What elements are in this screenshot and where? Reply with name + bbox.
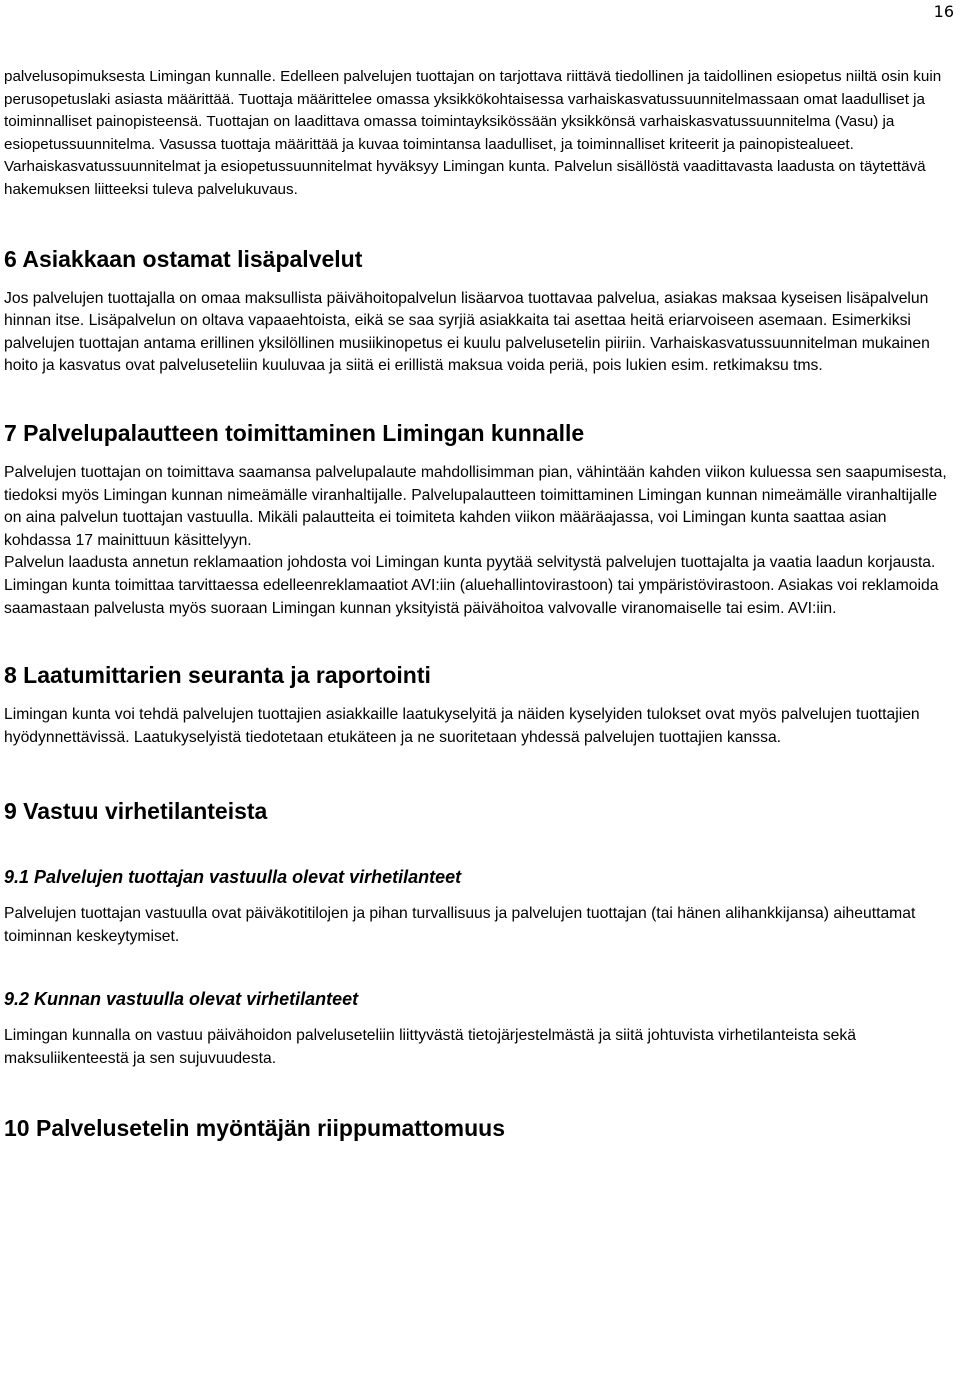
section-9-2-paragraph: Limingan kunnalla on vastuu päivähoidon palveluseteliin liittyvästä tietojärjestelmästä ja siitä johtuvista virhetilanteista sekä maksuliikenteestä ja sen sujuvuudesta. [4, 1027, 856, 1068]
section-8-heading: 8 Laatumittarien seuranta ja raportointi [4, 662, 431, 689]
section-9-1-paragraph: Palvelujen tuottajan vastuulla ovat päiväkotitilojen ja pihan turvallisuus ja palvelujen tuottajan (tai hänen alihankkijansa) aiheuttamat toiminnan keskeytymiset. [4, 905, 916, 945]
section-8-paragraph: Limingan kunta voi tehdä palvelujen tuottajien asiakkaille laatukyselyitä ja näiden kyselyiden tulokset ovat myös palvelujen tuottajien hyödynnettävissä. Laatukyselyistä tiedotetaan etukäteen ja ne suoritetaan yhdessä palvelujen tuottajien kanssa. [4, 706, 920, 746]
page-number: 16 [933, 2, 954, 21]
section-7-paragraph-2: Palvelun laadusta annetun reklamaation johdosta voi Limingan kunta pyytää selvitystä palvelujen tuottajalta ja vaatia laadun korjausta. Limingan kunta toimittaa tarvittaessa edelleenreklamaatiot AVI:iin (aluehallintovirastoon) tai ympäristövirastoon. Asiakas voi reklamoida saamastaan palvelusta myös suoraan Limingan kunnan yksityistä päivähoitoa valvovalle viranomaiselle tai esim. AVI:iin. [4, 554, 939, 617]
section-9-heading: 9 Vastuu virhetilanteista [4, 798, 268, 825]
section-7-paragraph-1: Palvelujen tuottajan on toimittava saamansa palvelupalaute mahdollisimman pian, vähintään kahden viikon kuluessa sen saapumisesta, tiedoksi myös Limingan kunnan nimeämälle viranhaltijalle. Palvelupalautteen toimittaminen Limingan kunnan nimeämälle viranhaltijalle on aina palvelun tuottajan vastuulla. Mikäli palautteita ei toimiteta kahden viikon määräajassa, voi Limingan kunta saattaa asian kohdassa 17 mainittuun käsittelyyn. [4, 463, 947, 549]
section-10-heading: 10 Palvelusetelin myöntäjän riippumattomuus [4, 1114, 506, 1141]
document-body [4, 66, 954, 1142]
section-9-1-heading: 9.1 Palvelujen tuottajan vastuulla olevat virhetilanteet [4, 867, 462, 888]
intro-paragraph: palvelusopimuksesta Limingan kunnalle. Edelleen palvelujen tuottajan on tarjottava riittävä tiedollinen ja taidollinen esiopetus niiltä osin kuin perusopetuslaki asiasta määrittää. Tuottaja määrittelee omassa yksikkökohtaisessa varhaiskasvatussuunnitelmassaan omat laadulliset ja toiminnalliset painopisteensä. Tuottajan on laadittava omassa toimintayksikössään yksikkönsä varhaiskasvatussuunnitelma (Vasu) ja esiopetussuunnitelma. Vasussa tuottaja määrittää ja kuvaa toimintansa laadulliset, ja toiminnalliset kriteerit ja painopistealueet. Varhaiskasvatussuunnitelmat ja esiopetussuunnitelmat hyväksyy Limingan kunta. Palvelun sisällöstä vaadittavasta laadusta on täytettävä hakemuksen liitteeksi tuleva palvelukuvaus. [4, 68, 942, 198]
section-7-heading: 7 Palvelupalautteen toimittaminen Limingan kunnalle [4, 419, 585, 446]
section-9-2-heading: 9.2 Kunnan vastuulla olevat virhetilanteet [4, 989, 359, 1010]
section-6-paragraph: Jos palvelujen tuottajalla on omaa maksullista päivähoitopalvelun lisäarvoa tuottavaa palvelua, asiakas maksaa kyseisen lisäpalvelun hinnan itse. Lisäpalvelun on oltava vapaaehtoista, eikä se saa syrjiä asiakkaita tai asettaa heitä eriarvoiseen asemaan. Esimerkiksi palvelujen tuottajan antama erillinen yksilöllinen musiikinopetus ei kuulu palvelusetelin piiriin. Varhaiskasvatussuunnitelman mukainen hoito ja kasvatus ovat palveluseteliin kuuluvaa ja siitä ei erillistä maksua voida periä, pois lukien esim. retkimaksu tms. [4, 289, 930, 375]
section-6-heading: 6 Asiakkaan ostamat lisäpalvelut [4, 245, 363, 272]
